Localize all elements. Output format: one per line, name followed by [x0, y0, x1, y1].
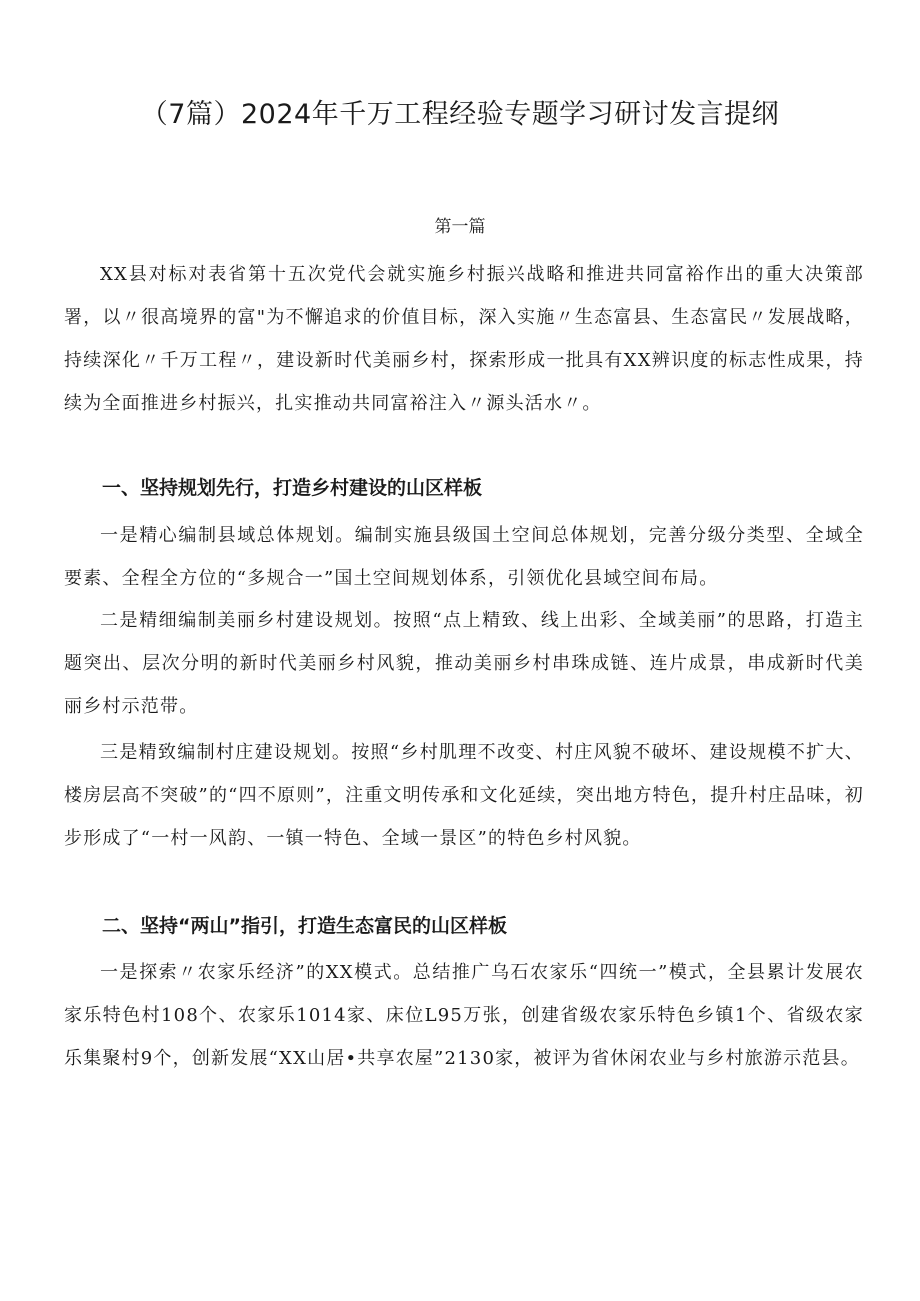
- section1-paragraph-3: 三是精致编制村庄建设规划。按照“乡村肌理不改变、村庄风貌不破坏、建设规模不扩大、楼房层高不突破”的“四不原则”，注重文明传承和文化延续，突出地方特色，提升村庄品味，初步形成了“一村一风韵、一镇一特色、全域一景区”的特色乡村风貌。: [64, 742, 864, 849]
- intro-paragraph: XX县对标对表省第十五次党代会就实施乡村振兴战略和推进共同富裕作出的重大决策部署，以〃很高境界的富"为不懈追求的价值目标，深入实施〃生态富县、生态富民〃发展战略，持续深化〃千万工程〃，建设新时代美丽乡村，探索形成一批具有XX辨识度的标志性成果，持续为全面推进乡村振兴，扎实推动共同富裕注入〃源头活水〃。: [64, 264, 864, 414]
- document-title: （7篇）2024年千万工程经验专题学习研讨发言提纲: [140, 99, 780, 130]
- section1-paragraph-1: 一是精心编制县域总体规划。编制实施县级国土空间总体规划，完善分级分类型、全域全要素、全程全方位的“多规合一”国土空间规划体系，引领优化县域空间布局。: [64, 525, 864, 589]
- section-heading-1: 一、坚持规划先行，打造乡村建设的山区样板: [102, 477, 483, 499]
- section-heading-2: 二、坚持“两山”指引，打造生态富民的山区样板: [102, 915, 507, 937]
- part-label: 第一篇: [434, 217, 486, 237]
- section1-paragraph-2: 二是精细编制美丽乡村建设规划。按照“点上精致、线上出彩、全域美丽”的思路，打造主题突出、层次分明的新时代美丽乡村风貌，推动美丽乡村串珠成链、连片成景，串成新时代美丽乡村示范带。: [64, 610, 864, 717]
- section2-paragraph-1: 一是探索〃农家乐经济”的XX模式。总结推广乌石农家乐“四统一”模式，全县累计发展农家乐特色村108个、农家乐1014家、床位L95万张，创建省级农家乐特色乡镇1个、省级农家乐集聚村9个，创新发展“XX山居•共享农屋”2130家，被评为省休闲农业与乡村旅游示范县。: [64, 962, 864, 1069]
